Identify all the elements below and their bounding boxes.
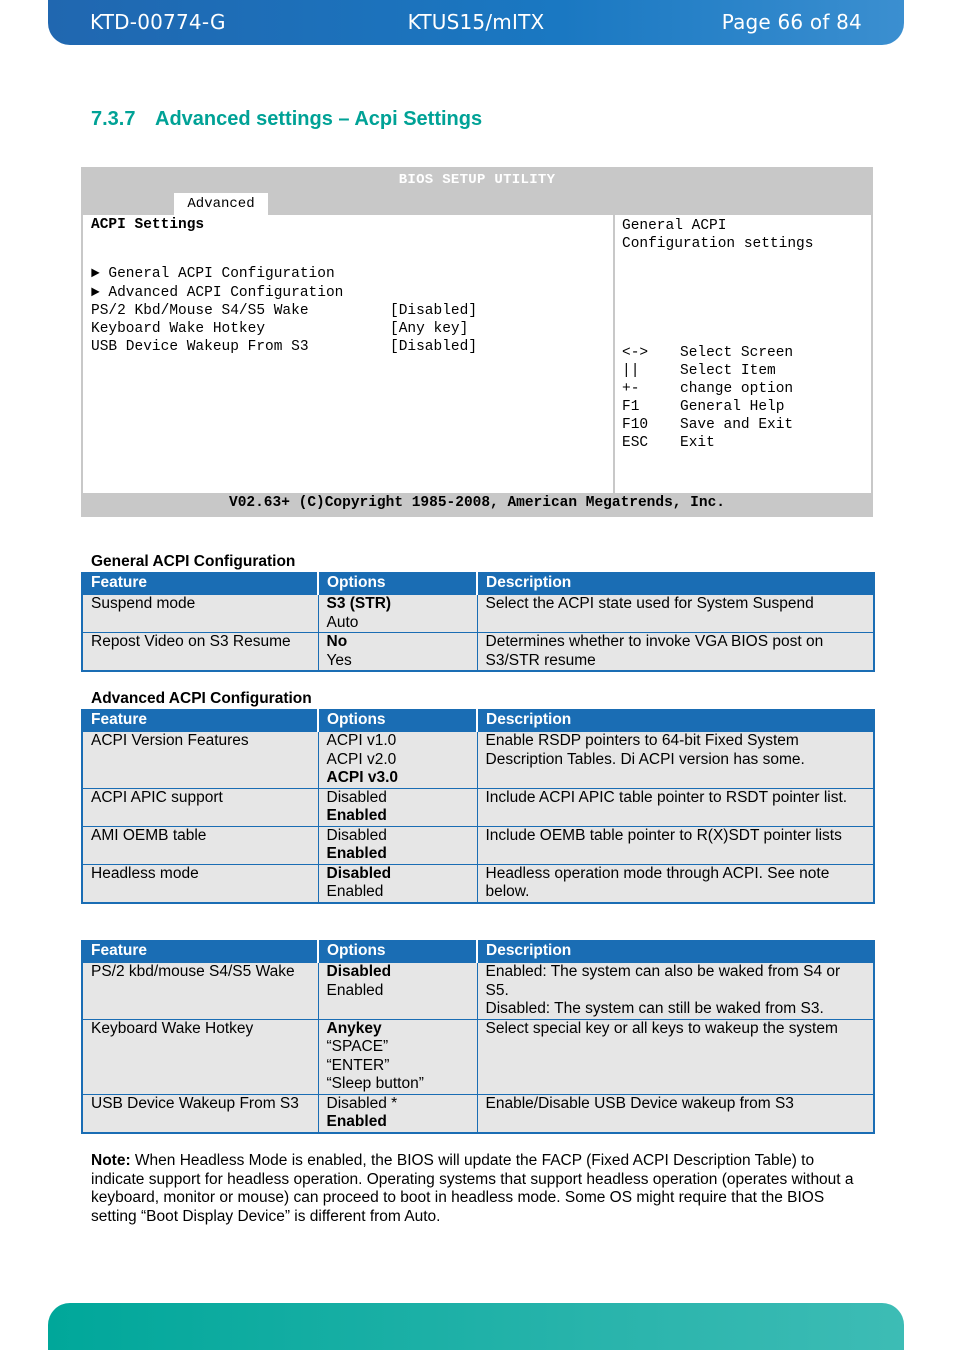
section-title: Advanced settings – Acpi Settings: [155, 108, 483, 130]
key-hint-desc: change option: [680, 381, 794, 397]
key-hint-key: <->: [622, 345, 649, 361]
option-value: “SPACE”: [326, 1038, 389, 1055]
menu-advanced-acpi[interactable]: ► Advanced ACPI Configuration: [91, 285, 344, 301]
description-cell: Enabled: The system can also be waked from S4 or S5. Disabled: The system can still be waked from S3.: [477, 963, 874, 1020]
setting-ps2-wake-label: PS/2 Kbd/Mouse S4/S5 Wake: [91, 303, 309, 319]
option-value: Disabled: [326, 788, 387, 806]
column-header-description: Description: [477, 572, 874, 595]
table-header-row: [82, 572, 874, 595]
wake-settings-table: [81, 940, 875, 1134]
option-default: ACPI v3.0: [326, 769, 399, 786]
table-row: [82, 633, 874, 672]
table-body: [82, 595, 874, 672]
bios-panel-heading: ACPI Settings: [91, 217, 205, 233]
options-cell: [318, 864, 477, 903]
column-header-feature: Feature: [82, 572, 318, 595]
key-hint-desc: Select Screen: [680, 345, 794, 361]
advanced-acpi-table: [81, 709, 875, 904]
table-row: [82, 963, 874, 1020]
feature-cell: PS/2 kbd/mouse S4/S5 Wake: [82, 963, 318, 1020]
tab-advanced[interactable]: Advanced: [174, 193, 268, 215]
description-cell: Select special key or all keys to wakeup the system: [477, 1019, 874, 1094]
feature-cell: AMI OEMB table: [82, 826, 318, 864]
table-row: [82, 1094, 874, 1133]
column-header-description: Description: [477, 709, 874, 732]
column-header-options: Options: [318, 940, 477, 963]
bios-copyright: V02.63+ (C)Copyright 1985-2008, American Megatrends, Inc.: [229, 495, 725, 511]
description-cell: Headless operation mode through ACPI. See note below.: [477, 864, 874, 903]
note-label: Note:: [91, 1152, 131, 1169]
key-hint-key: +-: [622, 381, 640, 397]
option-default: No: [326, 633, 348, 650]
section-number: 7.3.7: [91, 108, 136, 130]
bios-main-panel: [83, 215, 613, 493]
note-paragraph: [91, 1152, 861, 1226]
table-header-row: [82, 940, 874, 963]
bios-title: BIOS SETUP UTILITY: [398, 172, 556, 188]
table-row: [82, 1019, 874, 1094]
options-cell: [318, 1019, 477, 1094]
options-cell: [318, 1094, 477, 1133]
key-hint-key: F10: [622, 417, 649, 433]
options-cell: [318, 826, 477, 864]
option-value: ACPI v1.0: [326, 732, 397, 749]
feature-cell: Headless mode: [82, 864, 318, 903]
section-heading: [91, 108, 482, 131]
key-hint-desc: Exit: [680, 435, 715, 451]
bios-screen: [81, 167, 873, 517]
options-cell: [318, 963, 477, 1020]
feature-cell: USB Device Wakeup From S3: [82, 1094, 318, 1133]
key-hint-desc: Save and Exit: [680, 417, 794, 433]
column-header-options: Options: [318, 709, 477, 732]
general-acpi-table: [81, 572, 875, 672]
key-hint-desc: Select Item: [680, 363, 776, 379]
options-cell: [318, 732, 477, 789]
key-hint-key: ||: [622, 363, 640, 379]
options-cell: [318, 595, 477, 633]
product-name: KTUS15/mITX: [407, 10, 545, 34]
option-value: ACPI v2.0: [326, 750, 397, 768]
description-cell: Include ACPI APIC table pointer to RSDT pointer list.: [477, 788, 874, 826]
column-header-feature: Feature: [82, 940, 318, 963]
bios-help-panel: [615, 215, 871, 493]
option-default: Disabled: [326, 864, 392, 882]
help-text-line: General ACPI: [622, 218, 727, 234]
description-cell: Enable/Disable USB Device wakeup from S3: [477, 1094, 874, 1133]
page-header: [48, 0, 904, 45]
note-text: When Headless Mode is enabled, the BIOS will update the FACP (Fixed ACPI Description Table) to indicate support for headless operation. Operating systems that support headless operation (operates without a keyboard, monitor or mouse) can proceed to boot in headless mode. Some OS might require that the BIOS setting “Boot Display Device” is different from Auto.: [91, 1152, 854, 1225]
key-hint-key: ESC: [622, 435, 649, 451]
table-body: [82, 963, 874, 1133]
key-hint-desc: General Help: [680, 399, 785, 415]
option-default: Anykey: [326, 1019, 382, 1037]
setting-usb-wakeup-label: USB Device Wakeup From S3: [91, 339, 309, 355]
help-text-line: Configuration settings: [622, 236, 814, 252]
option-value: “ENTER”: [326, 1056, 390, 1074]
option-value: Yes: [326, 651, 352, 669]
table-row: [82, 595, 874, 633]
column-header-feature: Feature: [82, 709, 318, 732]
option-value: Disabled: [326, 826, 387, 844]
setting-ps2-wake-value[interactable]: [Disabled]: [390, 303, 478, 319]
setting-keyboard-hotkey-value[interactable]: [Any key]: [390, 321, 469, 337]
key-hint-key: F1: [622, 399, 640, 415]
table-row: [82, 826, 874, 864]
table-caption-advanced-acpi: Advanced ACPI Configuration: [91, 690, 312, 707]
option-value: Disabled *: [326, 1094, 398, 1112]
table-header-row: [82, 709, 874, 732]
options-cell: [318, 788, 477, 826]
feature-cell: ACPI Version Features: [82, 732, 318, 789]
setting-usb-wakeup-value[interactable]: [Disabled]: [390, 339, 478, 355]
feature-cell: Keyboard Wake Hotkey: [82, 1019, 318, 1094]
feature-cell: ACPI APIC support: [82, 788, 318, 826]
page-number: Page 66 of 84: [721, 10, 862, 34]
column-header-description: Description: [477, 940, 874, 963]
table-row: [82, 864, 874, 903]
description-cell: Enable RSDP pointers to 64-bit Fixed System Description Tables. Di ACPI version has some.: [477, 732, 874, 789]
feature-cell: Suspend mode: [82, 595, 318, 633]
menu-general-acpi[interactable]: ► General ACPI Configuration: [91, 266, 335, 282]
option-default: S3 (STR): [326, 595, 392, 612]
description-cell: Include OEMB table pointer to R(X)SDT pointer lists: [477, 826, 874, 864]
option-value: Enabled: [326, 883, 384, 900]
description-cell: Select the ACPI state used for System Suspend: [477, 595, 874, 633]
table-row: [82, 788, 874, 826]
table-body: [82, 732, 874, 903]
page-footer: [48, 1303, 904, 1350]
option-value: Auto: [326, 613, 359, 631]
description-cell: Determines whether to invoke VGA BIOS post on S3/STR resume: [477, 633, 874, 672]
options-cell: [318, 633, 477, 672]
feature-cell: Repost Video on S3 Resume: [82, 633, 318, 672]
table-caption-general-acpi: General ACPI Configuration: [91, 553, 296, 570]
option-value: Enabled: [326, 981, 384, 999]
option-default: Enabled: [326, 1113, 387, 1130]
option-default: Enabled: [326, 845, 387, 862]
option-value: “Sleep button”: [326, 1075, 424, 1092]
table-row: [82, 732, 874, 789]
column-header-options: Options: [318, 572, 477, 595]
option-default: Disabled: [326, 963, 392, 980]
doc-id: KTD-00774-G: [90, 10, 226, 34]
setting-keyboard-hotkey-label: Keyboard Wake Hotkey: [91, 321, 266, 337]
option-default: Enabled: [326, 807, 387, 824]
